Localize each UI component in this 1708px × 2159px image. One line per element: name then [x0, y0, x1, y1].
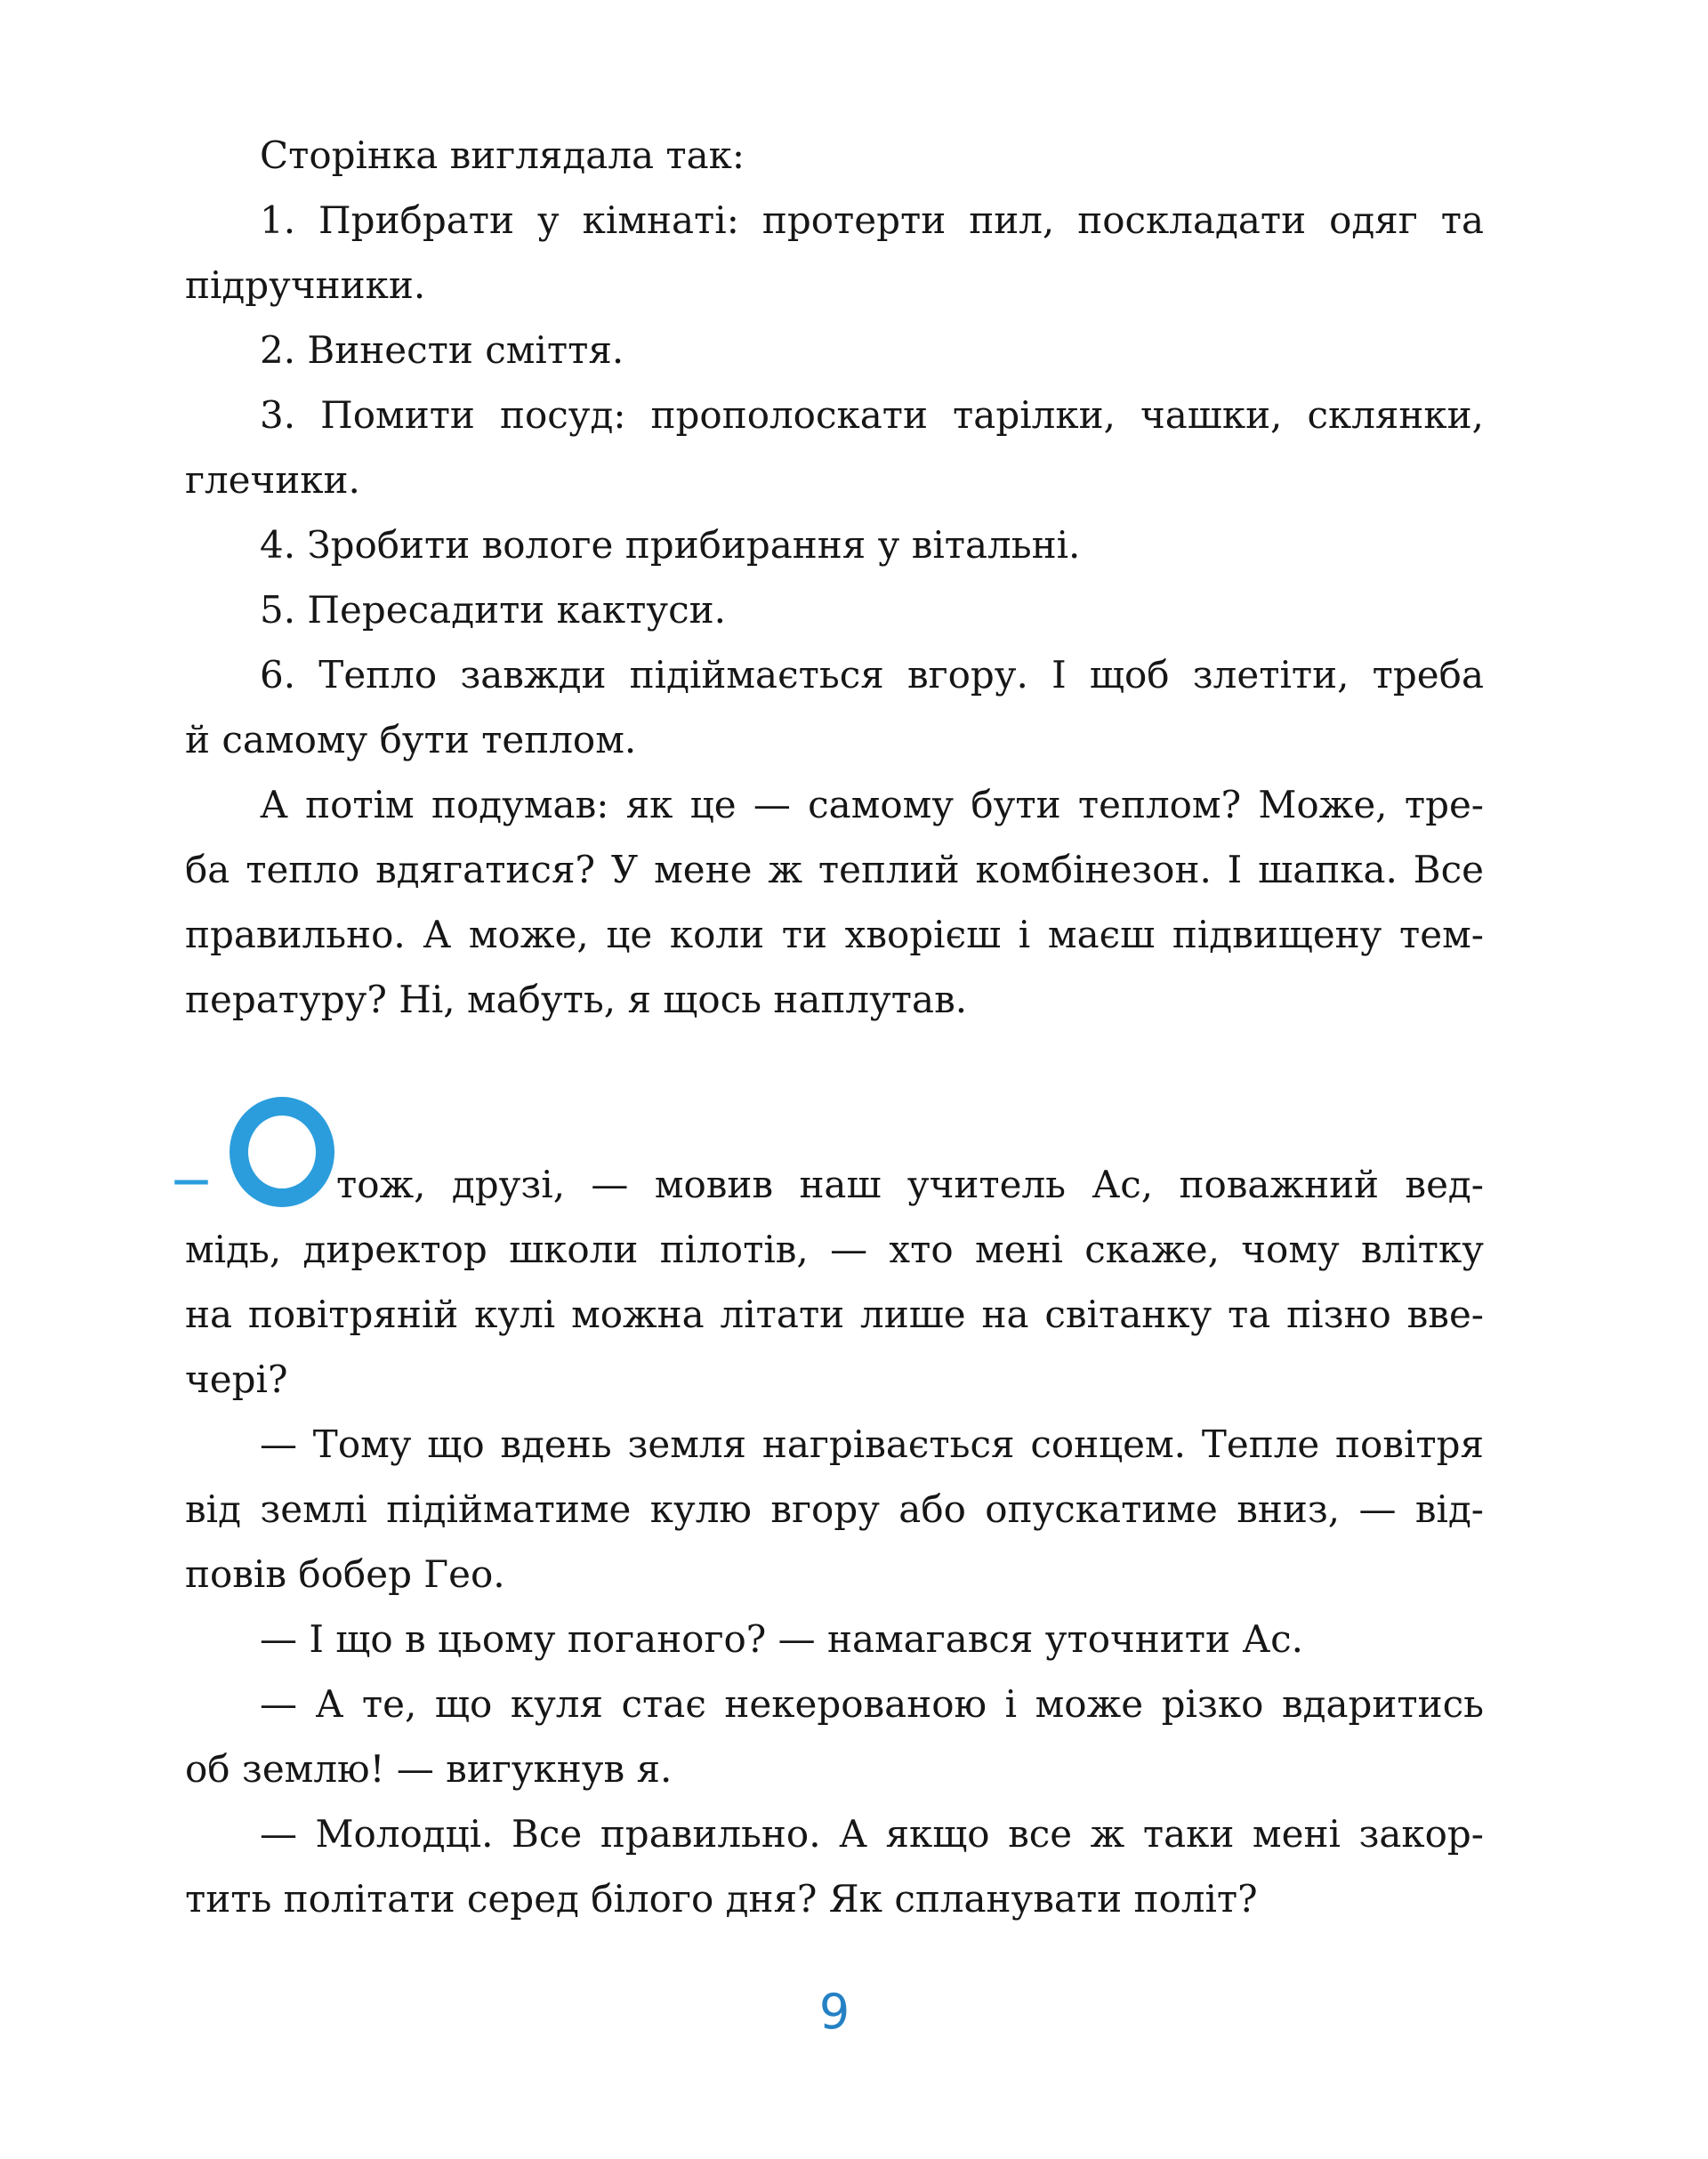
- paragraph: [185, 1801, 1484, 1931]
- text-line: — тож, друзі, — мовив наш учитель Ас, поважний вед-: [185, 1152, 1484, 1217]
- text-column: [173, 123, 1484, 1931]
- text-line: 6. Тепло завжди підіймається вгору. І щоб злетіти, треба: [260, 653, 1484, 697]
- paragraph: [185, 1672, 1484, 1801]
- text-line: пературу? Ні, мабуть, я щось наплутав.: [185, 978, 968, 1021]
- text-line: мідь, директор школи пілотів, — хто мені скаже, чому влітку: [185, 1228, 1484, 1271]
- text-line: глечики.: [185, 458, 360, 502]
- text-line: чері?: [185, 1357, 288, 1401]
- paragraph: [185, 1607, 1484, 1672]
- text-line: правильно. А може, це коли ти хворієш і маєш підвищену тем-: [185, 913, 1484, 956]
- text-line: тить політати серед білого дня? Як спланувати політ?: [185, 1877, 1258, 1921]
- paragraph: [185, 642, 1484, 772]
- text-line: Сторінка виглядала так:: [260, 133, 745, 177]
- dropcap-letter-o: [230, 1097, 334, 1207]
- text-line: повів бобер Гео.: [185, 1552, 505, 1596]
- dropcap-dash: —: [173, 1157, 210, 1201]
- text-line: підручники.: [185, 263, 426, 307]
- paragraph: [185, 383, 1484, 512]
- text-line: ба тепло вдягатися? У мене ж теплий комбінезон. І шапка. Все: [185, 848, 1484, 891]
- text-line: — А те, що куля стає некерованою і може різко вдаритись: [260, 1682, 1484, 1726]
- text-line: — І що в цьому поганого? — намагався уточнити Ас.: [260, 1617, 1304, 1661]
- text-line: на повітряній кулі можна літати лише на світанку та пізно вве-: [185, 1293, 1484, 1336]
- text-line: об землю! — вигукнув я.: [185, 1747, 673, 1791]
- paragraph-dropcap: [173, 1152, 1484, 1412]
- text-line: — Молодці. Все правильно. А якщо все ж таки мені закор-: [260, 1812, 1484, 1856]
- paragraph: [185, 512, 1484, 577]
- paragraph: [185, 123, 1484, 188]
- text-line: 3. Помити посуд: прополоскати тарілки, чашки, склянки,: [260, 393, 1484, 437]
- text-line: 4. Зробити вологе прибирання у вітальні.: [260, 523, 1081, 567]
- text-line: 5. Пересадити кактуси.: [260, 588, 726, 632]
- paragraph: [185, 318, 1484, 383]
- text-line: 1. Прибрати у кімнаті: протерти пил, поскладати одяг та: [260, 198, 1484, 242]
- paragraph: [185, 1412, 1484, 1607]
- text-line: й самому бути теплом.: [185, 718, 637, 761]
- page-number: 9: [818, 1984, 850, 2040]
- paragraph: [185, 577, 1484, 642]
- paragraph: [185, 188, 1484, 318]
- text-line: — Тому що вдень земля нагрівається сонцем. Тепле повітря: [260, 1422, 1484, 1466]
- text-line: від землі підійматиме кулю вгору або опускатиме вниз, — від-: [185, 1487, 1484, 1531]
- paragraph: [185, 772, 1484, 1032]
- text-line: А потім подумав: як це — самому бути теплом? Може, тре-: [260, 783, 1484, 826]
- text-line: 2. Винести сміття.: [260, 328, 624, 372]
